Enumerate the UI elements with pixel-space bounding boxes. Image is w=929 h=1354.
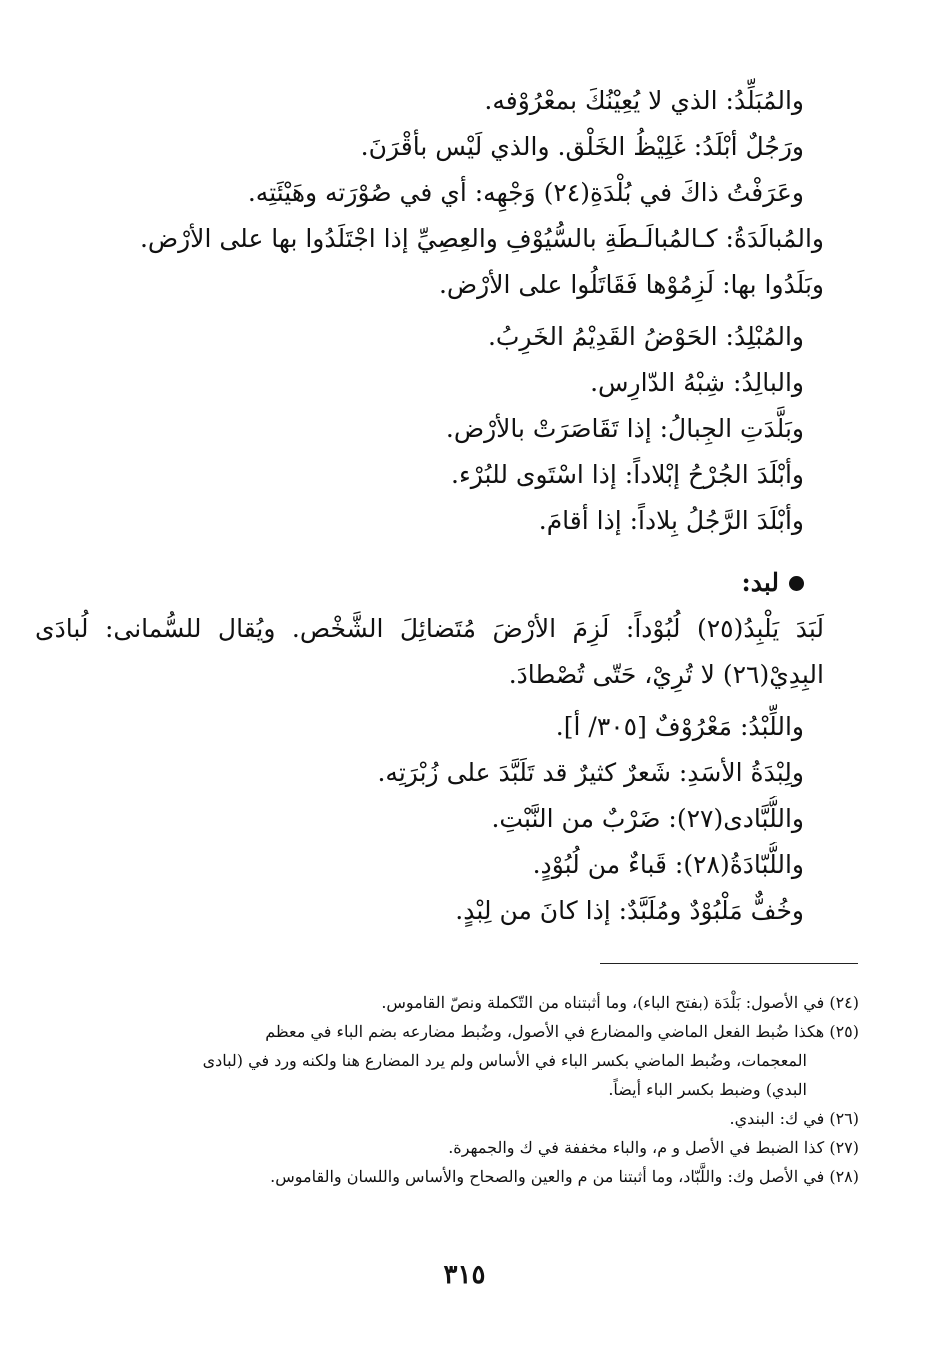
footnote-number: (٢٥) <box>829 1022 859 1041</box>
entry-line: واللِّبْدُ: مَعْرُوْفٌ [٣٠٥/ أ]. <box>555 712 804 741</box>
entry-line: واللُّبَّادى(٢٧): ضَرْبٌ من النَّبْتِ. <box>491 804 804 833</box>
footnote-number: (٢٧) <box>829 1138 859 1157</box>
entry-line: وبَلَّدَتِ الجِبالُ: إذا تَقَاصَرَتْ بالأرْض. <box>445 414 804 443</box>
entry-line: ورَجُلٌ أبْلَدُ: غَلِيْظُ الخَلْق. والذي لَيْس بأقْرَنَ. <box>360 132 804 161</box>
footnote-text: في الأصول: بَلْدَة (بفتح الباء)، وما أثبتناه من التّكملة ونصّ القاموس. <box>381 993 825 1012</box>
entry-line: ولِبْدَةُ الأسَدِ: شَعرٌ كثيرٌ قد تَلَبَّدَ على زُبْرَتِه. <box>377 758 804 787</box>
footnote-text: في الأصل وك: واللَّبّاد، وما أثبتنا من م والعين والصحاح والأساس واللسان والقاموس. <box>270 1167 825 1186</box>
entry-line: والمُبْلِدُ: الحَوْضُ القَدِيْمُ الخَرِبُ. <box>487 322 804 351</box>
entry-line: وبَلَدُوا بها: لَزِمُوْها فَقَاتَلُوا على الأرْض. <box>438 270 824 299</box>
footnote <box>70 1017 859 1104</box>
entry-line: واللُّبّادَةُ(٢٨): قَباءٌ من لُبُوْدٍ. <box>532 850 804 879</box>
footnote <box>70 1133 859 1162</box>
footnote-text: كذا الضبط في الأصل و م، والباء مخففة في ك والجمهرة. <box>448 1138 825 1157</box>
footnote-number: (٢٤) <box>829 993 859 1012</box>
entry-paragraph: لَبَدَ يَلْبِدُ(٢٥) لُبُوْداً: لَزِمَ الأرْضَ مُتَضائِلَ الشَّخْص. ويُقال للسُّمانى: لُبادَى البِدِيْ(٢٦) لا تُرِيْ، حَتّى تُصْطادَ. <box>35 614 824 689</box>
entry-line: والمُبَلِّدُ: الذي لا يُعِيْنُكَ بمعْرُوْفه. <box>484 86 804 115</box>
page-number: ٣١٥ <box>443 1260 486 1290</box>
entry-line: وعَرَفْتُ ذاكَ في بُلْدَةِ(٢٤) وَجْهِه: أي في صُوْرَته وهَيْئَتِه. <box>247 178 804 207</box>
section-heading <box>60 560 804 606</box>
bullet-icon <box>789 576 804 591</box>
footnote-text: هكذا ضُبط الفعل الماضي والمضارع في الأصول، وضُبط مضارعه بضم الباء في معظم <box>265 1022 825 1041</box>
entry-line: وأبْلَدَ الجُرْحُ إبْلاداً: إذا اسْتَوى للبُرْء. <box>451 460 804 489</box>
entry-line: وأبْلَدَ الرَّجُلُ بِلاداً: إذا أقامَ. <box>538 506 804 535</box>
entry-line: وخُفٌّ مَلْبُوْدٌ ومُلَبَّدٌ: إذا كانَ من لِبْدٍ. <box>455 896 804 925</box>
footnote-continuation: المعجمات، وضُبط الماضي بكسر الباء في الأساس ولم يرد المضارع هنا ولكنه ورد في (لبادى <box>202 1051 807 1070</box>
footnote <box>70 1104 859 1133</box>
footnote-text: في ك: البندي. <box>729 1109 825 1128</box>
footnotes <box>70 988 859 1191</box>
footnote <box>70 988 859 1017</box>
footnote-number: (٢٦) <box>829 1109 859 1128</box>
footnote-number: (٢٨) <box>829 1167 859 1186</box>
entry-line: والمُبالَدَةُ: كـالمُبالَـطَةِ بالسُّيُوْفِ والعِصِيِّ إذا اجْتَلَدُوا بها على الأرْض. <box>139 224 824 253</box>
main-text <box>35 78 824 934</box>
entry-line: والبالِدُ: شِبْهُ الدّارِس. <box>590 368 804 397</box>
footnote-divider <box>600 963 858 964</box>
footnote <box>70 1162 859 1191</box>
footnote-continuation: البدي) وضبط بكسر الباء أيضاً. <box>608 1080 807 1099</box>
section-heading-label: لبد: <box>741 568 779 597</box>
